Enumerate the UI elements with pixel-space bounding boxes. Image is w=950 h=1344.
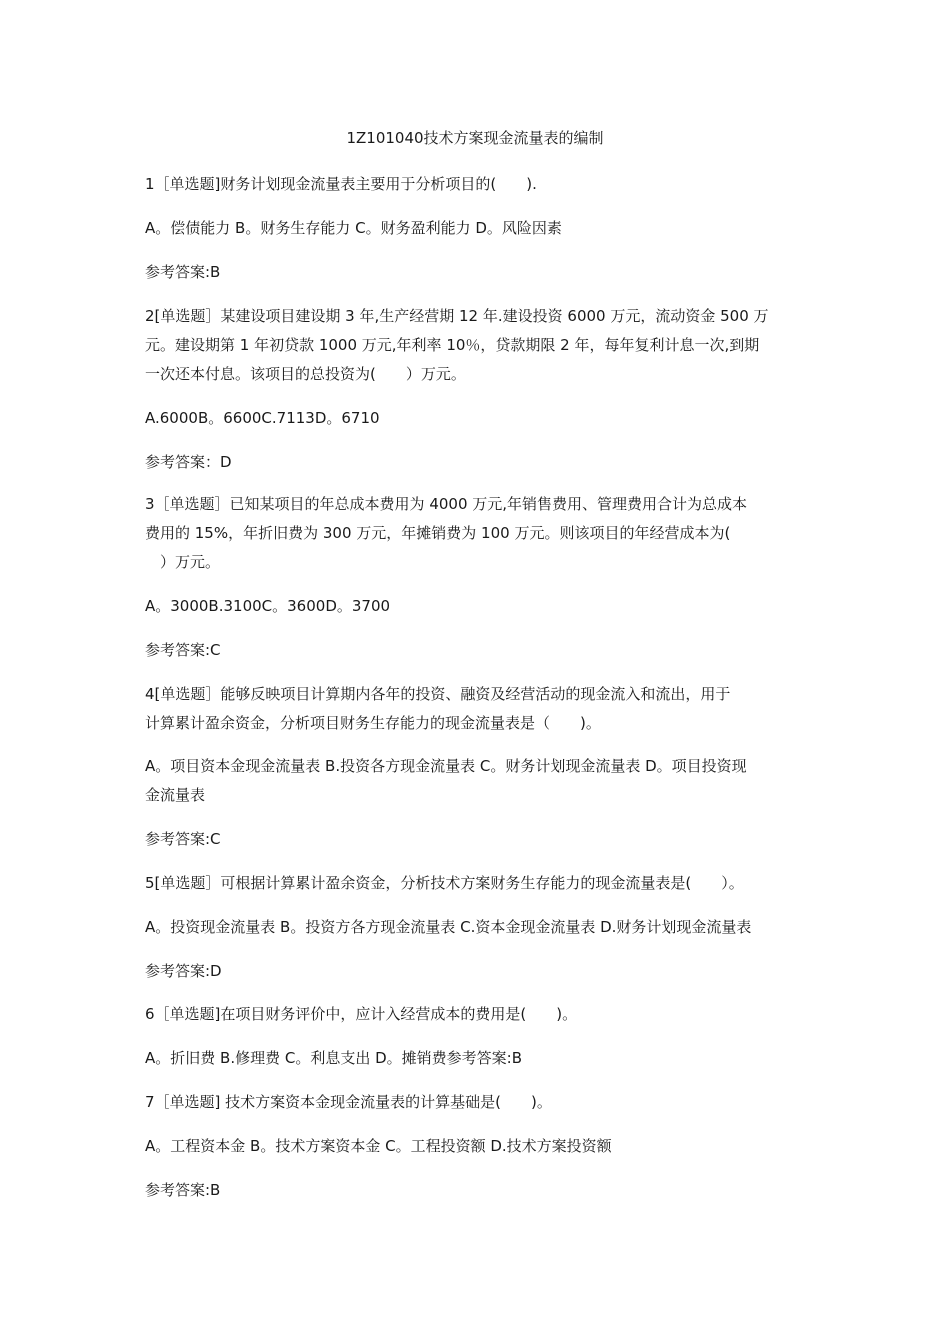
question-4 [145, 680, 810, 738]
question-6 [145, 1000, 810, 1029]
text-line: 2[单选题］某建设项目建设期 3 年,生产经营期 12 年.建设投资 6000 万元，流动资金 500 万 [145, 307, 769, 325]
text-line: A。偿债能力 B。财务生存能力 C。财务盈利能力 D。风险因素 [145, 219, 562, 237]
question-5-options [145, 913, 810, 942]
question-4-options [145, 752, 810, 810]
question-6-options [145, 1044, 810, 1073]
question-1 [145, 170, 810, 199]
text-line: A。工程资本金 B。技术方案资本金 C。工程投资额 D.技术方案投资额 [145, 1137, 612, 1155]
text-line: A。项目资本金现金流量表 B.投资各方现金流量表 C。财务计划现金流量表 D。项目投资现 [145, 757, 747, 775]
question-1-answer [145, 258, 810, 287]
question-3-options [145, 592, 810, 621]
text-line: A。投资现金流量表 B。投资方各方现金流量表 C.资本金现金流量表 D.财务计划现金流量表 [145, 918, 752, 936]
text-line: A。3000B.3100C。3600D。3700 [145, 597, 391, 615]
question-3 [145, 490, 810, 577]
question-5 [145, 869, 810, 898]
text-line: A.6000B。6600C.7113D。6710 [145, 409, 380, 427]
text-line: 费用的 15%，年折旧费为 300 万元，年摊销费为 100 万元。则该项目的年经营成本为( [145, 524, 731, 542]
text-line: 参考答案：D [145, 453, 232, 471]
text-line: 一次还本付息。该项目的总投资为( ）万元。 [145, 365, 466, 383]
text-line: 6［单选题]在项目财务评价中，应计入经营成本的费用是( )。 [145, 1005, 578, 1023]
text-line: 参考答案:C [145, 641, 221, 659]
text-line: 参考答案:D [145, 962, 222, 980]
text-line: 7［单选题] 技术方案资本金现金流量表的计算基础是( )。 [145, 1093, 552, 1111]
text-line: A。折旧费 B.修理费 C。利息支出 D。摊销费参考答案:B [145, 1049, 522, 1067]
text-line: 参考答案:C [145, 830, 221, 848]
question-5-answer [145, 957, 810, 986]
text-line: 元。建设期第 1 年初贷款 1000 万元,年利率 10％，贷款期限 2 年，每年复利计息一次,到期 [145, 336, 760, 354]
question-2 [145, 302, 810, 389]
question-7-options [145, 1132, 810, 1161]
text-line: 5[单选题］可根据计算累计盈余资金，分析技术方案财务生存能力的现金流量表是( ）。 [145, 874, 744, 892]
text-line: 金流量表 [145, 786, 206, 804]
text-line: 计算累计盈余资金，分析项目财务生存能力的现金流量表是（ )。 [145, 714, 601, 732]
text-line: 1［单选题]财务计划现金流量表主要用于分析项目的( ). [145, 175, 537, 193]
question-3-answer [145, 636, 810, 665]
text-line: 4[单选题］能够反映项目计算期内各年的投资、融资及经营活动的现金流入和流出，用于 [145, 685, 731, 703]
text-line: ）万元。 [145, 553, 221, 571]
question-7-answer [145, 1176, 810, 1205]
question-7 [145, 1088, 810, 1117]
question-1-options [145, 214, 810, 243]
text-line: 参考答案:B [145, 263, 221, 281]
question-2-answer [145, 448, 810, 477]
document-title: 1Z101040技术方案现金流量表的编制 [346, 129, 604, 147]
question-2-options [145, 404, 810, 433]
text-line: 参考答案:B [145, 1181, 221, 1199]
question-4-answer [145, 825, 810, 854]
text-line: 3［单选题］已知某项目的年总成本费用为 4000 万元,年销售费用、管理费用合计为总成本 [145, 495, 748, 513]
